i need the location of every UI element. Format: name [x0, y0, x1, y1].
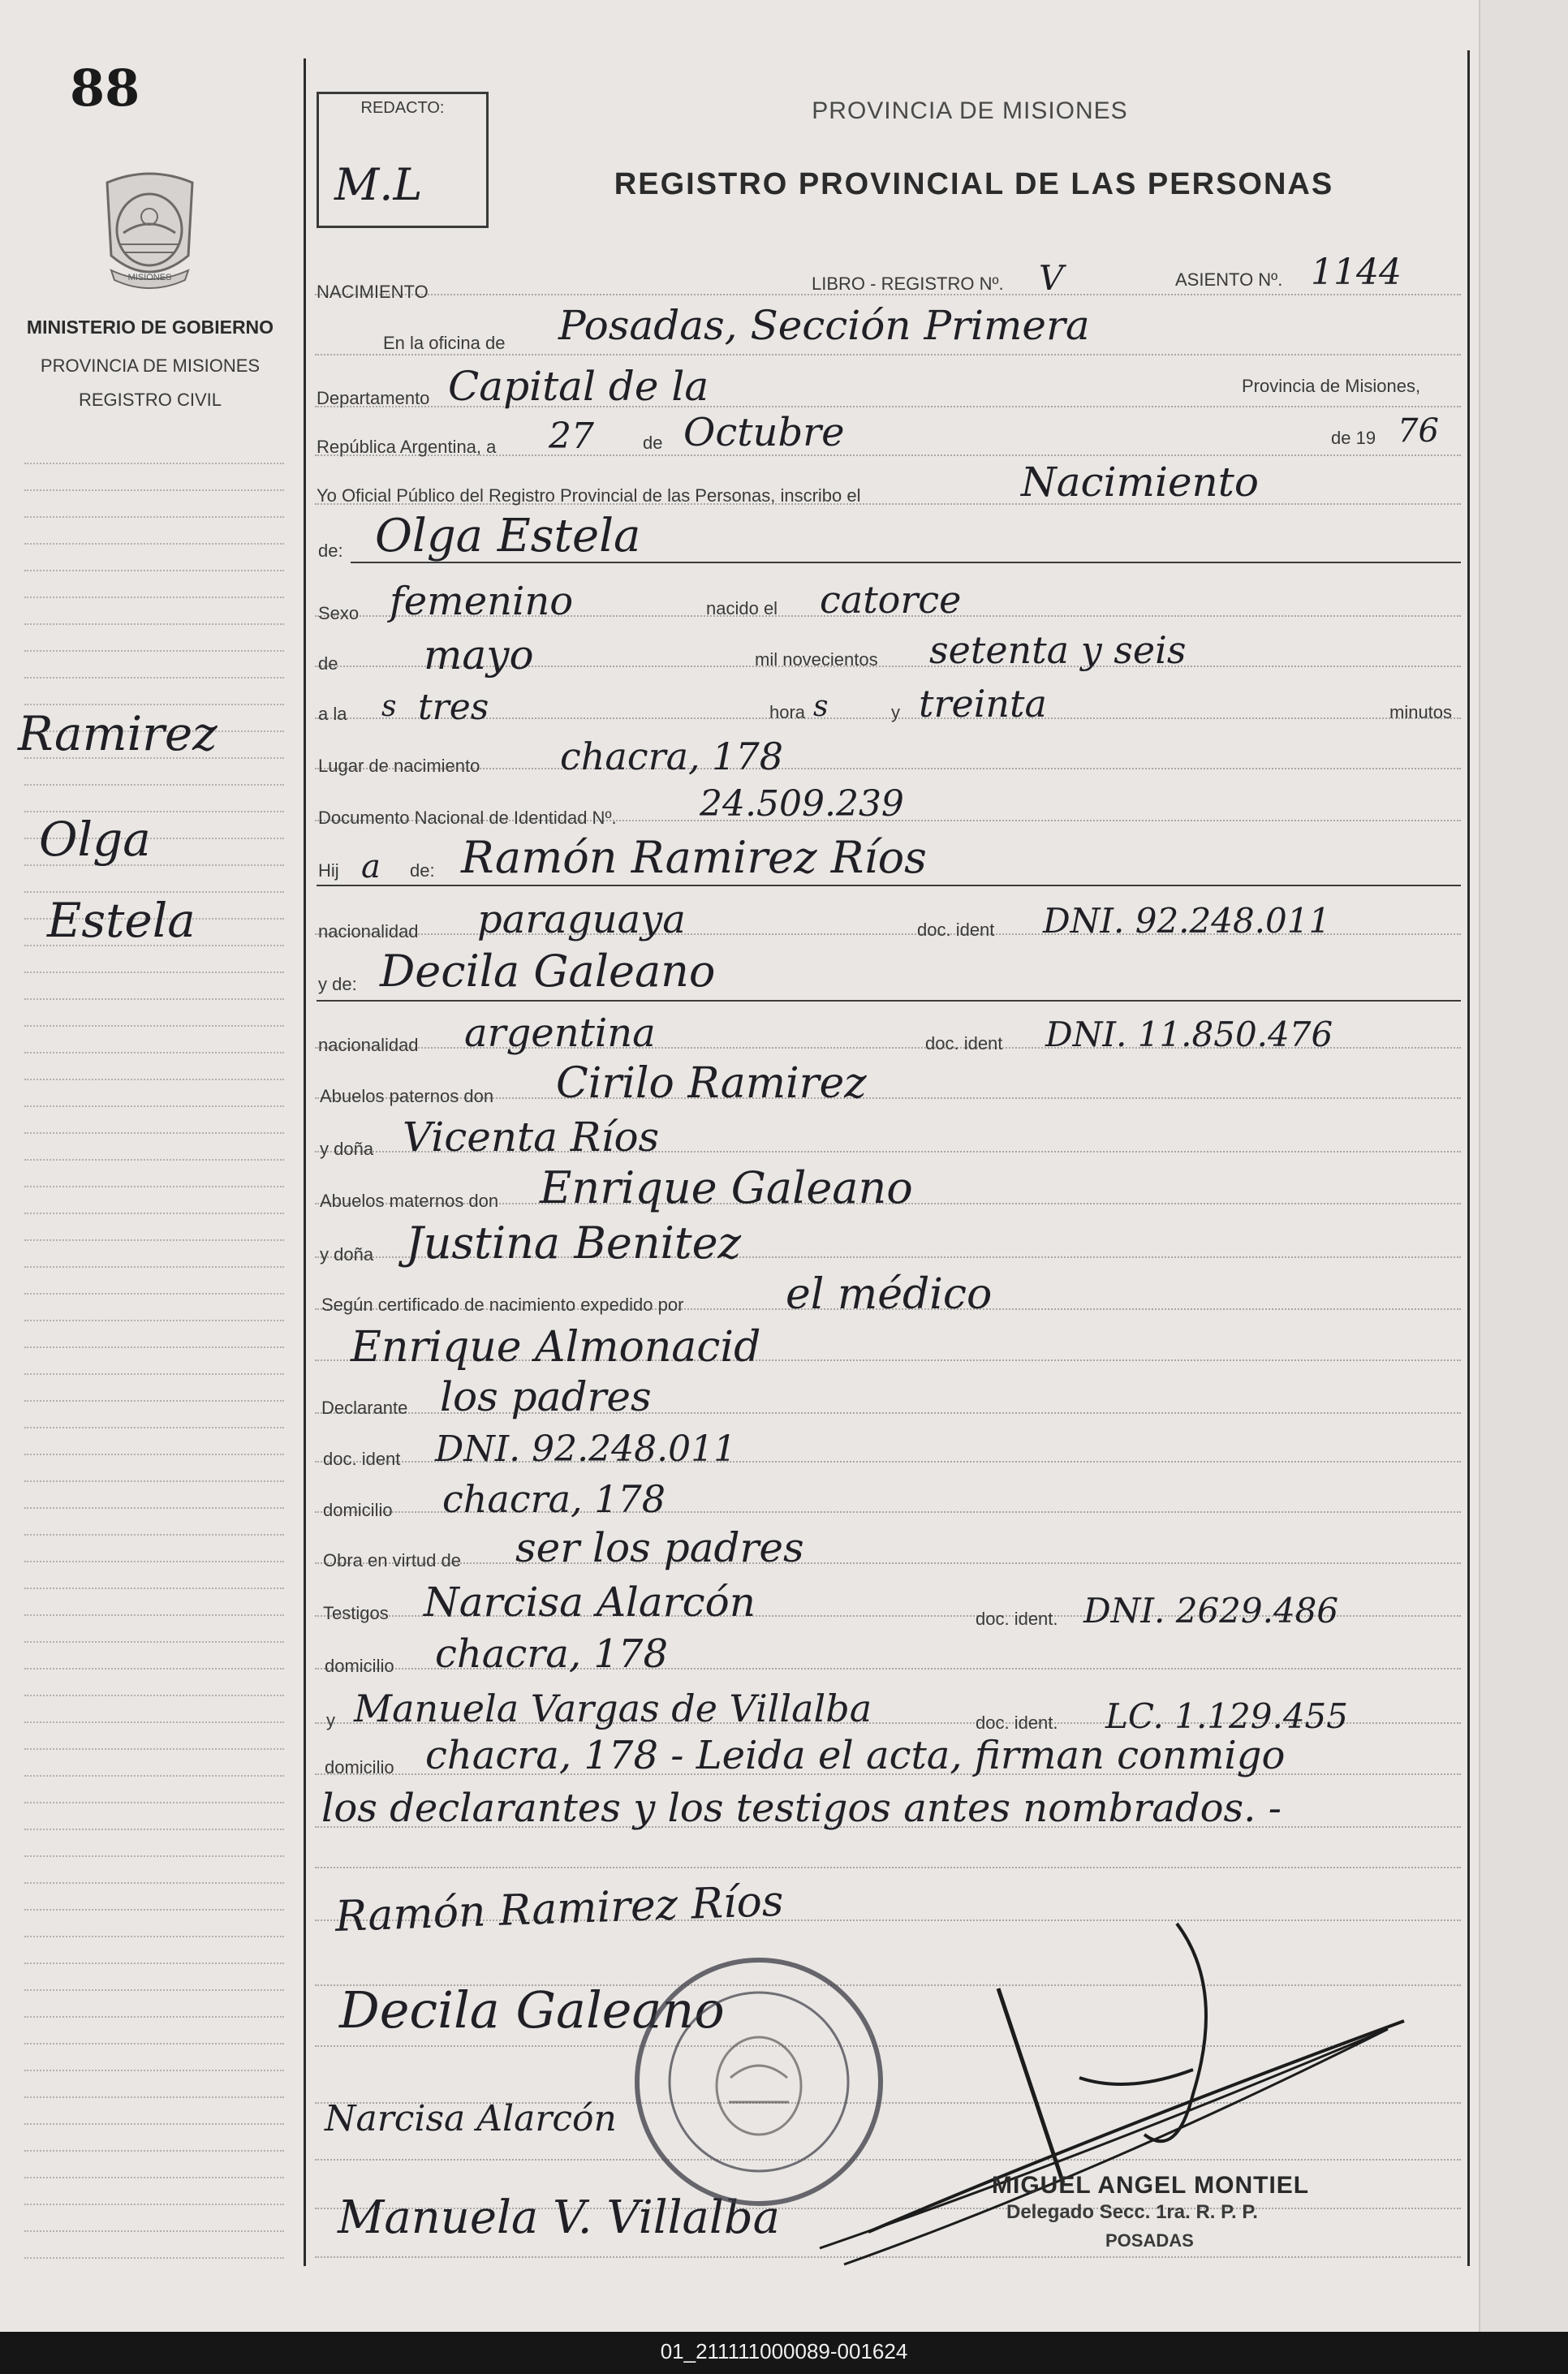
oficina-value: Posadas, Sección Primera [558, 302, 1090, 349]
margin-rule [24, 2204, 284, 2205]
margin-rule [24, 1400, 284, 1402]
form-rule [315, 354, 1461, 355]
form-left-border [304, 58, 306, 2266]
form-right-border [1467, 50, 1470, 2266]
margin-rule [24, 1507, 284, 1509]
doc-testigo2-value: LC. 1.129.455 [1105, 1696, 1348, 1736]
abuelo-paterno-value: Cirilo Ramirez [556, 1059, 867, 1108]
margin-rule [24, 1320, 284, 1321]
margin-rule [24, 1293, 284, 1295]
doc-testigo1-label: doc. ident. [976, 1609, 1058, 1629]
margin-rule [24, 1855, 284, 1857]
anio-value: 76 [1398, 412, 1439, 450]
margin-rule [24, 1480, 284, 1482]
mes2-value: mayo [424, 631, 534, 679]
margin-rule [24, 1668, 284, 1670]
margin-rule [24, 2257, 284, 2259]
horas-suffix: s [813, 690, 829, 723]
asiento-label: ASIENTO Nº. [1175, 269, 1283, 290]
margin-rule [24, 1963, 284, 1964]
margin-rule [24, 543, 284, 545]
de2-label: de [318, 653, 338, 674]
nombre-value: Olga Estela [375, 510, 641, 562]
madre-value: Decila Galeano [380, 946, 716, 997]
doc-declarante-value: DNI. 92.248.011 [435, 1428, 737, 1470]
margin-rule [24, 1239, 284, 1241]
nacionalidad-padre-value: paraguaya [477, 897, 686, 942]
official-title: Delegado Secc. 1ra. R. P. P. [1006, 2201, 1258, 2223]
signature-witness2: Manuela V. Villalba [338, 2191, 781, 2244]
margin-rule [24, 516, 284, 518]
horas-label: hora [769, 702, 806, 722]
margin-rule [24, 2043, 284, 2044]
margin-rule [24, 784, 284, 786]
province-title: PROVINCIA DE MISIONES [812, 97, 1128, 124]
oficina-label: En la oficina de [383, 333, 506, 353]
margin-rule [24, 1721, 284, 1723]
doc-testigo1-value: DNI. 2629.486 [1083, 1591, 1339, 1631]
doc-declarante-label: doc. ident [323, 1449, 401, 1469]
departamento-label: Departamento [317, 388, 430, 408]
abuela-paterna-value: Vicenta Ríos [403, 1114, 660, 1161]
margin-rule [24, 972, 284, 973]
lugar-value: chacra, 178 [560, 735, 784, 778]
hij-suffix: a [361, 848, 381, 885]
hij-de-label: de: [410, 860, 435, 881]
testigo2-value: Manuela Vargas de Villalba [354, 1687, 872, 1730]
de-label: de [643, 433, 663, 453]
y-de-label: y de: [318, 974, 357, 994]
domicilio-testigo2-value: chacra, 178 - Leida el acta, firman conmigo [425, 1733, 1286, 1778]
form-rule-solid [317, 1000, 1461, 1002]
margin-rule [24, 1105, 284, 1107]
margin-rule [24, 2096, 284, 2098]
margin-rule [24, 2016, 284, 2018]
page-right-edge [1479, 0, 1568, 2332]
margin-rule [24, 1882, 284, 1884]
abuelos-paternos-label: Abuelos paternos don [320, 1086, 494, 1106]
margin-rule [24, 1641, 284, 1643]
margin-rule [24, 1829, 284, 1830]
margin-rule [24, 1213, 284, 1214]
provincia-label: Provincia de Misiones, [1242, 376, 1421, 396]
margin-rule [24, 1588, 284, 1589]
hij-label: Hij [318, 860, 339, 881]
doc-testigo2-label: doc. ident. [976, 1713, 1058, 1733]
abuelos-maternos-label: Abuelos maternos don [320, 1191, 499, 1211]
page-number: 88 [70, 58, 140, 118]
declarante-label: Declarante [321, 1398, 408, 1418]
margin-rule [24, 1802, 284, 1803]
doc-padre-label: doc. ident [917, 920, 995, 940]
domicilio-value: chacra, 178 [442, 1477, 666, 1521]
nacimiento-label: NACIMIENTO [317, 282, 429, 302]
dia-letras-value: catorce [820, 578, 962, 622]
sexo-label: Sexo [318, 603, 360, 623]
certificado-label: Según certificado de nacimiento expedido por [321, 1295, 684, 1315]
departamento-value: Capital de la [448, 363, 709, 410]
dni-value: 24.509.239 [700, 783, 904, 825]
sexo-value: femenino [390, 579, 574, 624]
margin-rule [24, 1266, 284, 1268]
hora-value: tres [418, 687, 489, 728]
testigos-label: Testigos [323, 1603, 389, 1623]
margin-first-name: Olga [39, 812, 151, 867]
margin-rule [24, 1561, 284, 1562]
margin-rule [24, 1695, 284, 1696]
form-rule [315, 768, 1461, 769]
domicilio-testigo2-label: domicilio [325, 1757, 394, 1777]
y-testigo2-label: y [326, 1710, 335, 1730]
margin-rule [24, 1132, 284, 1134]
asiento-value: 1144 [1311, 252, 1402, 293]
margin-rule [24, 2177, 284, 2178]
lugar-label: Lugar de nacimiento [318, 756, 480, 776]
yo-oficial-label: Yo Oficial Público del Registro Provincial de las Personas, inscribo el [317, 485, 861, 506]
margin-rule [24, 463, 284, 464]
padre-value: Ramón Ramirez Ríos [461, 832, 927, 883]
nacionalidad-madre-label: nacionalidad [318, 1035, 419, 1055]
form-rule [315, 1562, 1461, 1564]
margin-rule [24, 1159, 284, 1161]
anio-letras-value: setenta y seis [929, 628, 1187, 672]
obra-label: Obra en virtud de [323, 1550, 461, 1570]
abuelo-materno-value: Enrique Galeano [540, 1162, 913, 1213]
redacto-initials: M.L [334, 159, 423, 210]
margin-rule [24, 1909, 284, 1911]
margin-rule [24, 1454, 284, 1455]
margin-rule [24, 1775, 284, 1777]
province-label: PROVINCIA DE MISIONES [40, 355, 261, 376]
y-label: y [891, 702, 900, 722]
margin-rule [24, 1936, 284, 1937]
ministry-label: MINISTERIO DE GOBIERNO [26, 317, 274, 338]
minutos-label: minutos [1389, 702, 1453, 722]
margin-rule [24, 2230, 284, 2232]
margin-rule [24, 1346, 284, 1348]
signature-witness1: Narcisa Alarcón [325, 2098, 617, 2139]
margin-rule [24, 489, 284, 491]
domicilio-label: domicilio [323, 1500, 393, 1520]
margin-rule [24, 1186, 284, 1187]
redacto-label: REDACTO: [360, 99, 445, 117]
signature-father: Ramón Ramirez Ríos [334, 1876, 785, 1941]
mes-value: Octubre [683, 410, 845, 455]
certificado-value: el médico [786, 1270, 993, 1319]
margin-rule [24, 1614, 284, 1616]
registry-label: REGISTRO CIVIL [78, 390, 222, 410]
domicilio-testigo1-label: domicilio [325, 1656, 394, 1676]
seal-ribbon-label: MISIONES [127, 273, 172, 282]
dia-value: 27 [549, 416, 594, 457]
margin-rule [24, 1052, 284, 1053]
margin-surname: Ramirez [18, 706, 218, 761]
registry-title: REGISTRO PROVINCIAL DE LAS PERSONAS [614, 167, 1334, 201]
domicilio-testigo1-value: chacra, 178 [435, 1631, 668, 1677]
province-seal [91, 166, 209, 296]
margin-rule [24, 1534, 284, 1536]
official-name: MIGUEL ANGEL MONTIEL [992, 2172, 1310, 2199]
official-city: POSADAS [1105, 2230, 1194, 2251]
libro-label: LIBRO - REGISTRO Nº. [812, 274, 1004, 294]
margin-rule [24, 998, 284, 1000]
margin-rule [24, 2123, 284, 2125]
margin-rule [24, 1373, 284, 1375]
margin-rule [24, 1989, 284, 1991]
file-name-label: 01_211111000089-001624 [660, 2339, 908, 2363]
margin-rule [24, 677, 284, 679]
closing-text: los declarantes y los testigos antes nombrados. - [321, 1786, 1282, 1831]
margin-rule [24, 1427, 284, 1428]
signature-mother: Decila Galeano [339, 1980, 725, 2040]
margin-rule [24, 597, 284, 598]
acto-value: Nacimiento [1021, 459, 1259, 506]
de-persona-label: de: [318, 541, 343, 561]
margin-middle-name: Estela [47, 893, 196, 948]
republica-label: República Argentina, a [317, 437, 497, 457]
margin-rule [24, 1025, 284, 1027]
y-dona-materna-label: y doña [320, 1244, 374, 1265]
testigo1-value: Narcisa Alarcón [424, 1579, 756, 1626]
a-la-label: a la [318, 704, 347, 724]
margin-rule [24, 2070, 284, 2071]
margin-rule [24, 2150, 284, 2152]
margin-rule [24, 704, 284, 705]
abuela-materna-value: Justina Benitez [406, 1217, 742, 1269]
nacido-label: nacido el [706, 598, 778, 618]
y-dona-paterna-label: y doña [320, 1139, 374, 1159]
doc-madre-value: DNI. 11.850.476 [1045, 1015, 1333, 1054]
libro-value: V [1039, 258, 1064, 298]
margin-rule [24, 1748, 284, 1750]
nacionalidad-madre-value: argentina [464, 1010, 656, 1056]
anio-label: de 19 [1331, 428, 1376, 448]
declarante-value: los padres [440, 1373, 652, 1420]
doc-madre-label: doc. ident [925, 1033, 1003, 1053]
margin-rule [24, 570, 284, 571]
form-rule-solid [317, 885, 1461, 886]
minutos-value: treinta [919, 682, 1047, 726]
dni-label: Documento Nacional de Identidad Nº. [318, 808, 617, 828]
margin-rule [24, 650, 284, 652]
certificado-value-continued: Enrique Almonacid [351, 1323, 761, 1372]
form-rule [315, 1867, 1461, 1868]
mil-label: mil novecientos [755, 649, 878, 670]
doc-padre-value: DNI. 92.248.011 [1043, 901, 1331, 941]
a-la-suffix: s [381, 690, 397, 723]
nacionalidad-padre-label: nacionalidad [318, 921, 419, 941]
obra-value: ser los padres [515, 1524, 804, 1571]
margin-rule [24, 1079, 284, 1080]
margin-rule [24, 623, 284, 625]
